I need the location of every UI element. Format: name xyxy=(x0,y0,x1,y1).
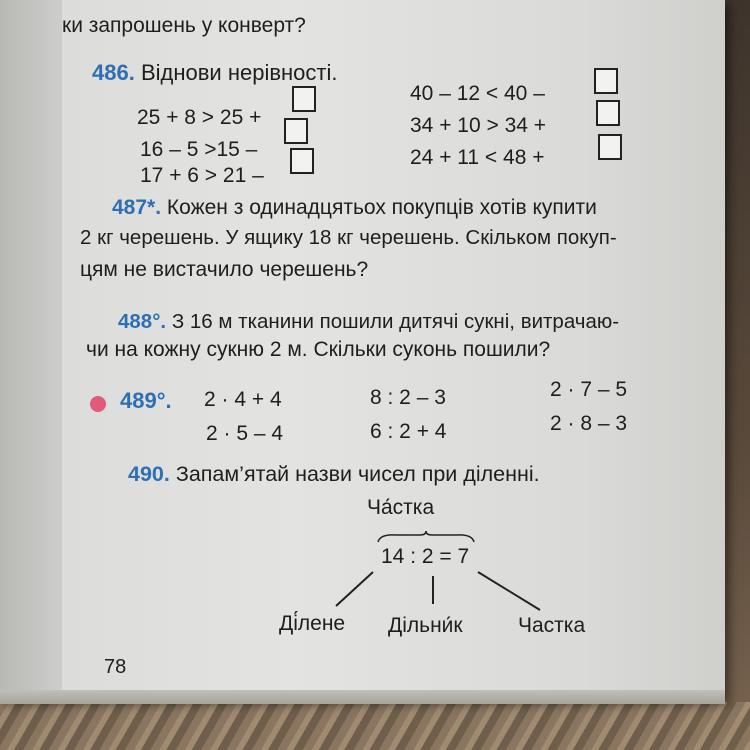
expression: 6 : 2 + 4 xyxy=(370,420,447,443)
inequality: 17 + 6 > 21 – xyxy=(140,164,264,187)
expression: 2 · 7 – 5 xyxy=(550,378,628,401)
division-equation: 14 : 2 = 7 xyxy=(381,545,470,568)
inequality: 16 – 5 >15 – xyxy=(140,138,258,161)
exercise-number: 486. xyxy=(92,60,135,85)
inequality: 40 – 12 < 40 – xyxy=(410,82,545,105)
quotient-label-top: Ча́стка xyxy=(367,496,435,519)
exercise-number: 487*. xyxy=(112,196,162,219)
exercise-number: 489°. xyxy=(120,388,172,413)
exercise-number: 490. xyxy=(128,462,170,486)
inequality: 24 + 11 < 48 + xyxy=(410,146,545,169)
exercise-text: цям не вистачило черешень? xyxy=(80,258,369,281)
exercise-text: 2 кг черешень. У ящику 18 кг черешень. Скільком покуп- xyxy=(80,226,617,249)
exercise-title: Запам’ятай назви чисел при діленні. xyxy=(175,462,540,486)
expression: 2 · 4 + 4 xyxy=(204,388,282,411)
exercise-text: З 16 м тканини пошили дитячі сукні, витрачаю- xyxy=(171,310,620,333)
expression: 8 : 2 – 3 xyxy=(370,386,446,409)
page-number: 78 xyxy=(104,656,127,678)
expression: 2 · 5 – 4 xyxy=(206,422,284,445)
exercise-text: Кожен з одинадцятьох покупців хотів купити xyxy=(166,196,597,219)
exercise-title: Віднови нерівності. xyxy=(140,60,338,85)
inequality: 34 + 10 > 34 + xyxy=(410,114,547,137)
exercise-text: чи на кожну сукню 2 м. Скільки суконь пошили? xyxy=(86,338,551,361)
header-line: ки запрошень у конверт? xyxy=(62,14,306,37)
quotient-label: Частка xyxy=(518,614,586,637)
exercise-number: 488°. xyxy=(118,310,167,333)
divisor-label: Дільни́к xyxy=(388,614,463,637)
dividend-label: Ді́лене xyxy=(279,612,346,635)
inequality: 25 + 8 > 25 + xyxy=(137,106,262,129)
expression: 2 · 8 – 3 xyxy=(550,412,628,435)
